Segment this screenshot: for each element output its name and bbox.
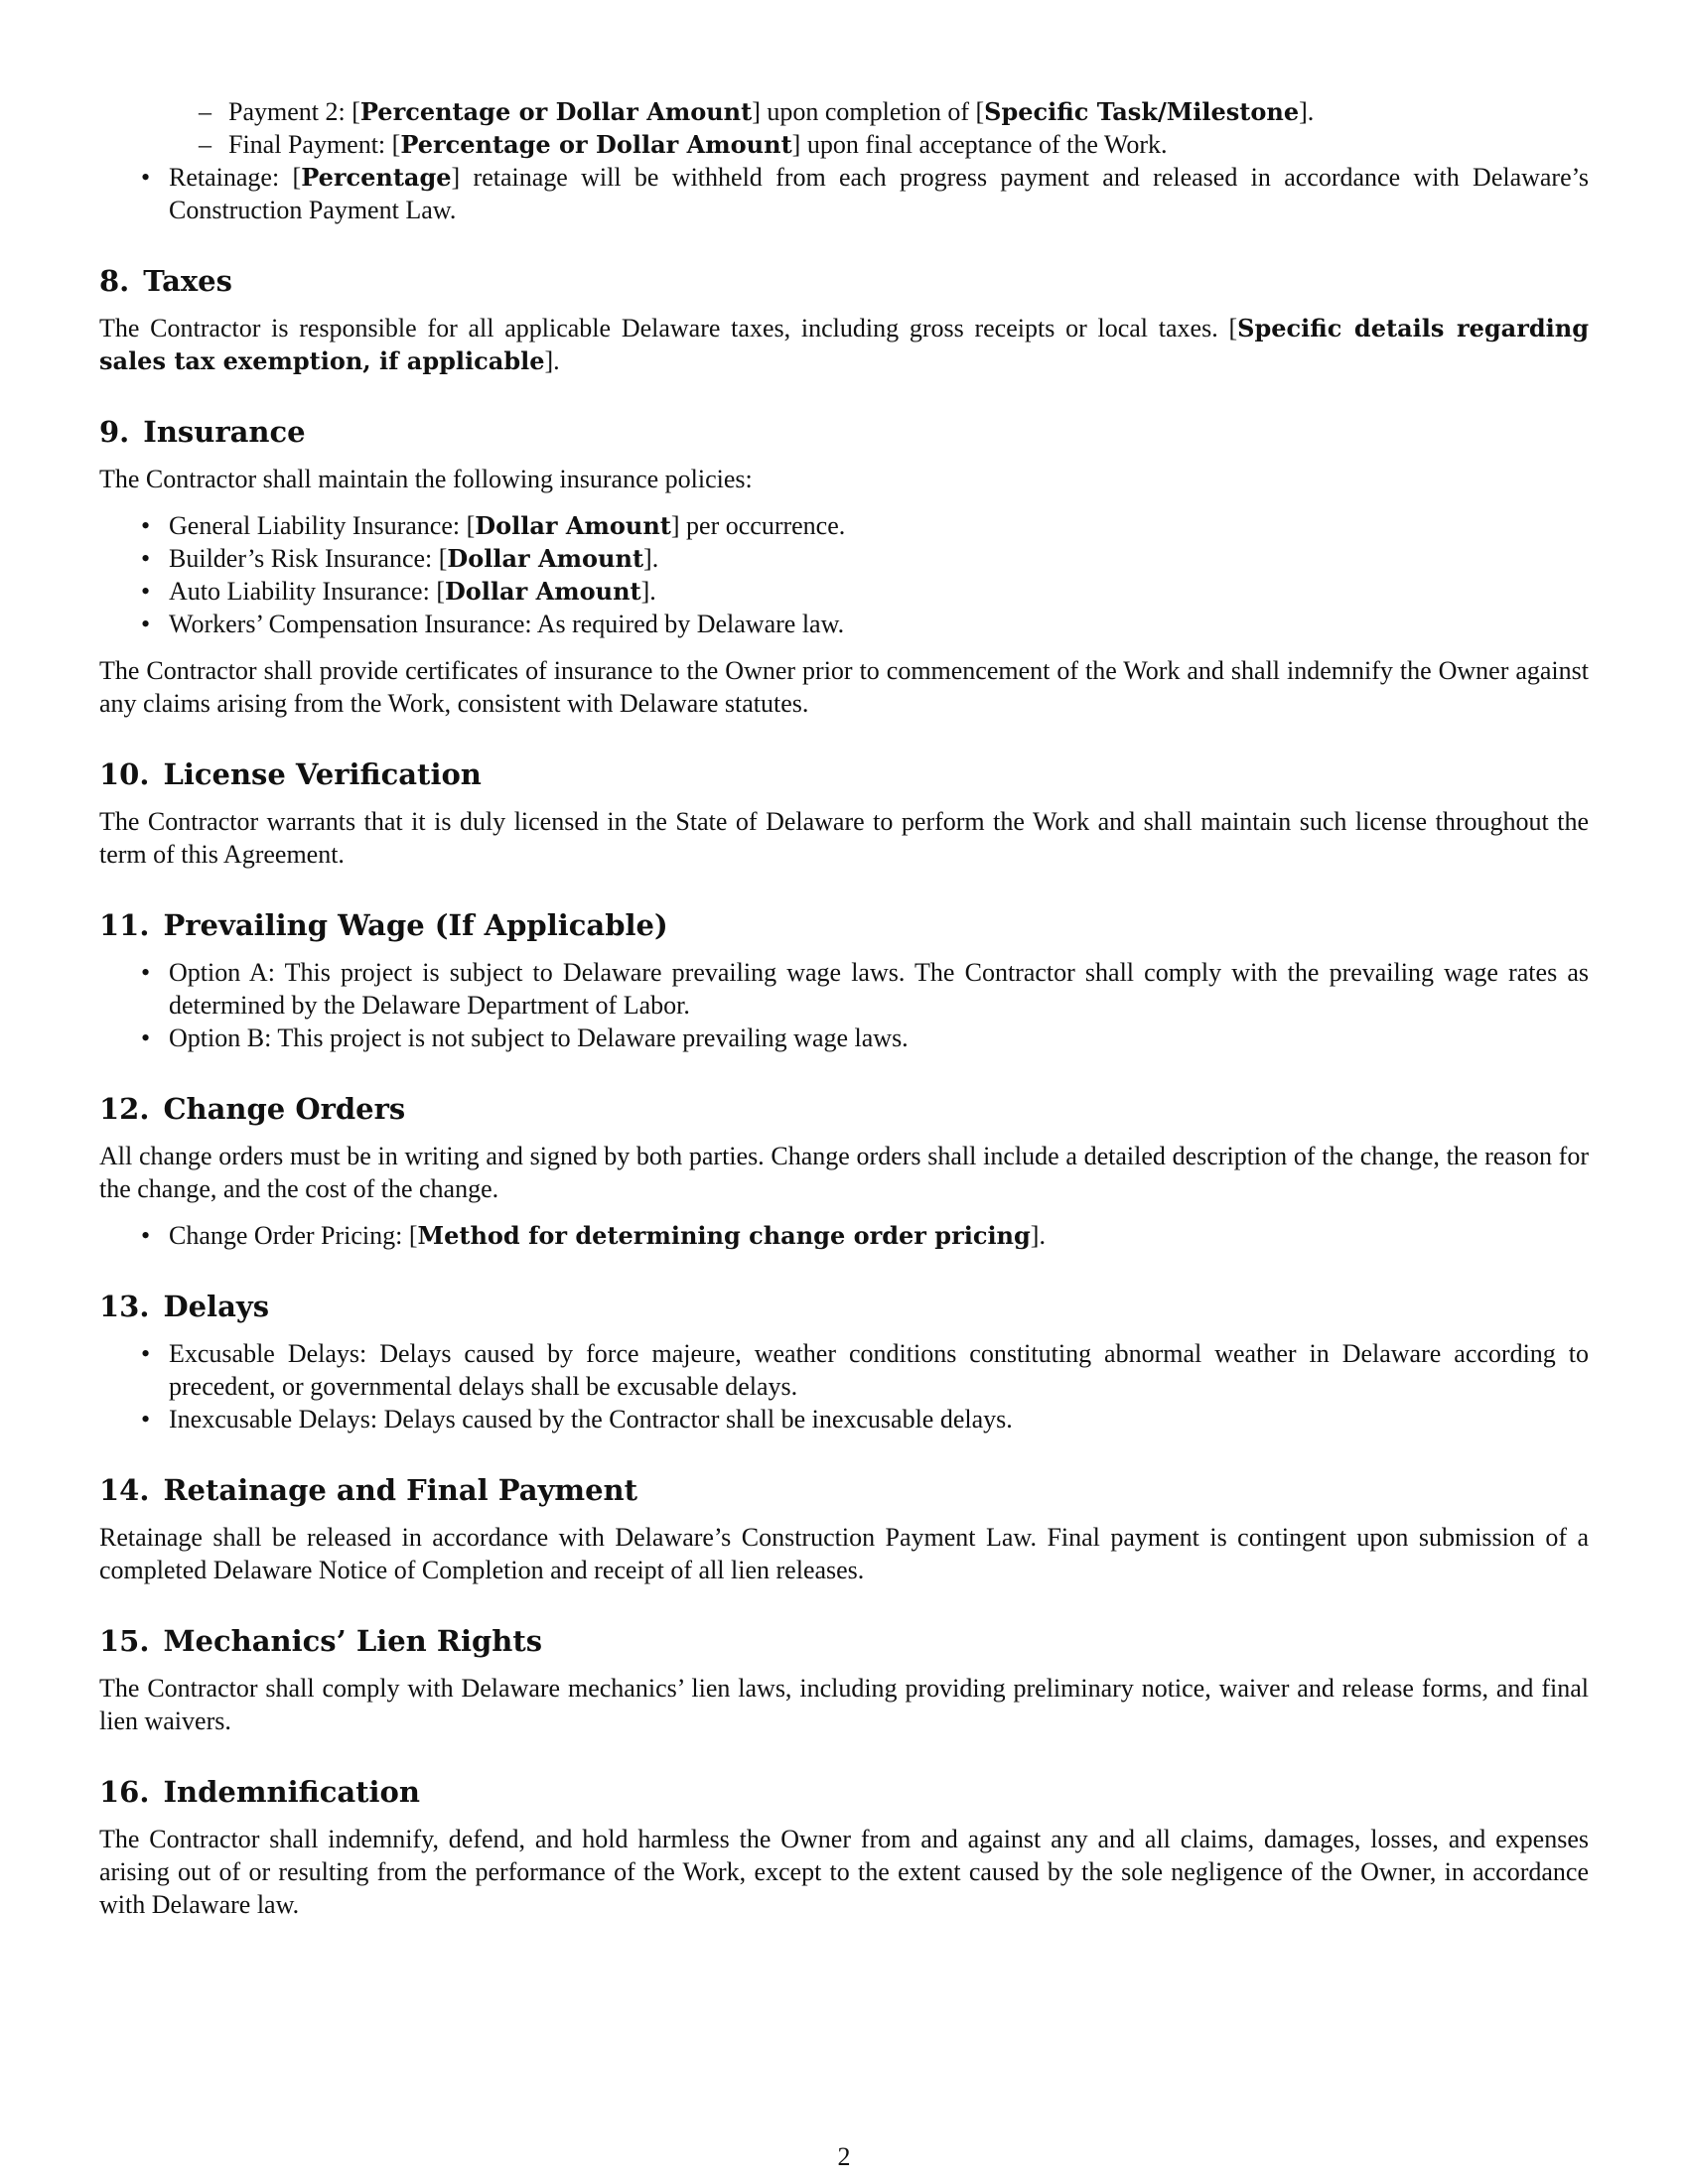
section-heading-11 — [99, 906, 1589, 944]
bullet: • — [141, 163, 151, 192]
text: ] upon final acceptance of the Work. — [791, 130, 1168, 159]
text: Auto Liability Insurance: [ — [169, 577, 445, 606]
text: ]. — [643, 544, 659, 573]
paragraph-retainage: Retainage shall be released in accordance with Delaware’s Construction Payment Law. Final payment is contingent upon submission of a completed Delaware Notice of Completion and receipt of all lien releases. — [99, 1523, 1589, 1584]
section-heading-15 — [99, 1622, 1589, 1660]
list-item-option-a — [99, 956, 1589, 1022]
text: ]. — [1030, 1221, 1046, 1250]
section-title: License Verification — [163, 757, 482, 791]
section-title: Indemnification — [163, 1775, 420, 1809]
text: [ — [292, 163, 302, 192]
bullet: • — [141, 610, 151, 638]
list-item-general-liability — [99, 509, 1589, 542]
list-item-workers-comp — [99, 608, 1589, 640]
change-order-list — [99, 1219, 1589, 1252]
text: ] per occurrence. — [670, 511, 846, 540]
paragraph-lien-rights: The Contractor shall comply with Delaware mechanics’ lien laws, including providing preliminary notice, waiver and release forms, and final lien waivers. — [99, 1674, 1589, 1735]
section-heading-12 — [99, 1090, 1589, 1128]
paragraph-taxes — [99, 312, 1589, 377]
placeholder-amount: Percentage or Dollar Amount — [359, 97, 753, 126]
text: Workers’ Compensation Insurance: As required by Delaware law. — [169, 610, 845, 638]
section-title: Prevailing Wage (If Applicable) — [163, 908, 668, 942]
list-item-change-order-pricing — [99, 1219, 1589, 1252]
bullet: • — [141, 1405, 151, 1433]
text: ]. — [1299, 97, 1315, 126]
section-number: 12. — [99, 1092, 150, 1126]
text: [ — [391, 130, 401, 159]
list-item-option-b — [99, 1022, 1589, 1054]
insurance-list — [99, 509, 1589, 640]
text: General Liability Insurance: [ — [169, 511, 476, 540]
section-number: 11. — [99, 908, 150, 942]
section-number: 16. — [99, 1775, 150, 1809]
list-item-builders-risk — [99, 542, 1589, 575]
delays-list — [99, 1337, 1589, 1435]
page-number: 2 — [837, 2142, 851, 2171]
list-item-retainage — [99, 161, 1589, 226]
text: Retainage: — [169, 163, 293, 192]
retainage-list — [99, 161, 1589, 226]
list-item-payment-2 — [99, 95, 1589, 128]
prevailing-wage-options — [99, 956, 1589, 1054]
paragraph-license: The Contractor warrants that it is duly licensed in the State of Delaware to perform the Work and shall maintain such license throughout the term of this Agreement. — [99, 807, 1589, 869]
text: ] retainage will be withheld from each progress payment and released in accordance with Delaware’s Construction Payment Law. — [169, 163, 1589, 224]
placeholder-dollar: Dollar Amount — [444, 577, 641, 606]
paragraph-insurance-certificates: The Contractor shall provide certificates of insurance to the Owner prior to commencement of the Work and shall indemnify the Owner against any claims arising from the Work, consistent with Delaware statutes. — [99, 656, 1589, 718]
bullet: • — [141, 1339, 151, 1368]
list-item-auto-liability — [99, 575, 1589, 608]
text: Excusable Delays: Delays caused by force majeure, weather conditions constituting abnormal weather in Delaware according to precedent, or governmental delays shall be excusable delays. — [169, 1339, 1589, 1401]
paragraph-insurance-intro: The Contractor shall maintain the following insurance policies: — [99, 465, 753, 493]
section-title: Insurance — [143, 415, 306, 449]
section-title: Mechanics’ Lien Rights — [163, 1624, 543, 1658]
section-number: 8. — [99, 264, 130, 298]
placeholder-milestone: Specific Task/Milestone — [984, 97, 1300, 126]
section-title: Change Orders — [163, 1092, 406, 1126]
text: [ — [352, 97, 360, 126]
section-number: 10. — [99, 757, 150, 791]
list-item-excusable-delays — [99, 1337, 1589, 1403]
section-title: Taxes — [143, 264, 232, 298]
section-heading-8 — [99, 262, 1589, 300]
section-heading-16 — [99, 1773, 1589, 1811]
text: Option A: This project is subject to Delaware prevailing wage laws. The Contractor shall comply with the prevailing wage rates as determined by the Delaware Department of Labor. — [169, 958, 1589, 1020]
bullet: • — [141, 577, 151, 606]
bullet: • — [141, 511, 151, 540]
section-title: Retainage and Final Payment — [163, 1473, 638, 1507]
text: Change Order Pricing: [ — [169, 1221, 418, 1250]
text: Inexcusable Delays: Delays caused by the Contractor shall be inexcusable delays. — [169, 1405, 1013, 1433]
section-number: 9. — [99, 415, 130, 449]
section-number: 15. — [99, 1624, 150, 1658]
placeholder-amount: Percentage or Dollar Amount — [400, 130, 792, 159]
placeholder-dollar: Dollar Amount — [447, 544, 644, 573]
text: The Contractor is responsible for all applicable Delaware taxes, including gross receipts or local taxes. [ — [99, 314, 1238, 342]
paragraph-indemnification: The Contractor shall indemnify, defend, and hold harmless the Owner from and against any and all claims, damages, losses, and expenses arising out of or resulting from the performance of the Work, except to the extent caused by the sole negligence of the Owner, in accordance with Delaware law. — [99, 1825, 1589, 1919]
text: Option B: This project is not subject to Delaware prevailing wage laws. — [169, 1024, 909, 1052]
placeholder-pricing-method: Method for determining change order pricing — [417, 1221, 1031, 1250]
list-item-inexcusable-delays — [99, 1403, 1589, 1435]
section-heading-14 — [99, 1471, 1589, 1509]
text: ]. — [544, 346, 560, 375]
bullet: • — [141, 958, 151, 987]
section-heading-13 — [99, 1288, 1589, 1325]
placeholder-percentage: Percentage — [301, 163, 452, 192]
dash-bullet: – — [199, 130, 211, 159]
text: ] upon completion of [ — [752, 97, 985, 126]
placeholder-dollar: Dollar Amount — [475, 511, 671, 540]
text: ]. — [640, 577, 656, 606]
text: Payment 2: — [228, 97, 352, 126]
section-heading-9 — [99, 413, 1589, 451]
bullet: • — [141, 1221, 151, 1250]
dash-bullet: – — [199, 97, 211, 126]
text: Builder’s Risk Insurance: [ — [169, 544, 448, 573]
bullet: • — [141, 1024, 151, 1052]
payment-schedule-sublist — [99, 95, 1589, 161]
paragraph-change-orders: All change orders must be in writing and signed by both parties. Change orders shall include a detailed description of the change, the reason for the change, and the cost of the change. — [99, 1142, 1589, 1203]
placeholder-tax-details: Specific details regarding sales tax exemption, if applicable — [99, 314, 1589, 375]
section-number: 13. — [99, 1290, 150, 1323]
list-item-final-payment — [99, 128, 1589, 161]
section-heading-10 — [99, 755, 1589, 793]
section-number: 14. — [99, 1473, 150, 1507]
text: Final Payment: — [228, 130, 392, 159]
document-page — [99, 95, 1589, 1935]
bullet: • — [141, 544, 151, 573]
section-title: Delays — [163, 1290, 270, 1323]
